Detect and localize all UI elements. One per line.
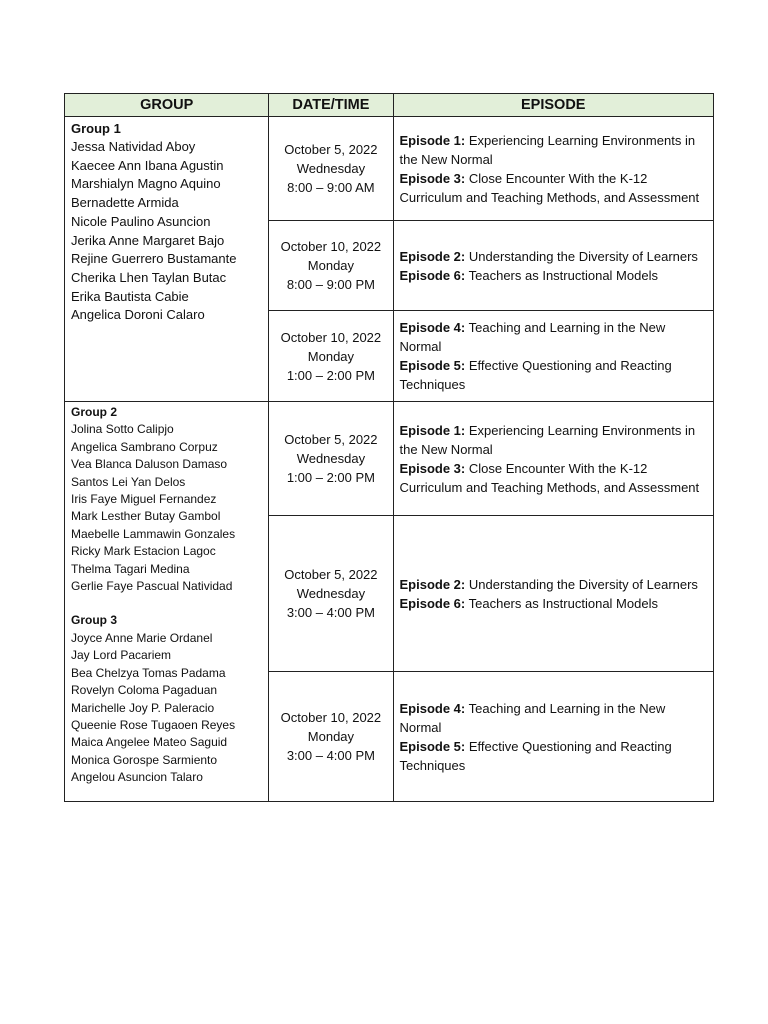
member-name: Bernadette Armida (71, 195, 179, 211)
member-name: Monica Gorospe Sarmiento (71, 752, 218, 767)
group2-members (71, 421, 262, 595)
episode-title: Teachers as Instructional Models (468, 595, 658, 611)
session-day: Wednesday (296, 451, 366, 466)
member-name: Bea Chelzya Tomas Padama (71, 665, 226, 680)
episode-entry (400, 247, 708, 266)
member-name: Angelica Doroni Calaro (71, 307, 205, 323)
episode-cell (393, 311, 714, 402)
episode-entry (400, 318, 708, 356)
episode-label: Episode 4: (399, 700, 466, 716)
episode-label: Episode 4: (399, 320, 466, 335)
member-name: Iris Faye Miguel Fernandez (71, 492, 217, 507)
group3-members (71, 630, 262, 787)
member-name: Jolina Sotto Calipjo (71, 422, 174, 437)
episode-title: Effective Questioning and Reacting Techniques (399, 738, 672, 773)
group1-cell (65, 117, 269, 402)
episode-title: Close Encounter With the K-12 Curriculum and Teaching Methods, and Assessment (399, 170, 700, 205)
episode-entry (400, 594, 708, 613)
session-date: October 5, 2022 (284, 432, 378, 447)
episode-entry (400, 266, 708, 285)
episode-cell (393, 402, 714, 516)
episode-cell (393, 516, 714, 672)
episode-label: Episode 5: (399, 738, 466, 754)
member-name: Maebelle Lammawin Gonzales (71, 526, 236, 541)
header-group: GROUP (65, 94, 269, 117)
session-day: Monday (307, 258, 355, 273)
groups23-cell (65, 402, 269, 802)
member-name: Rejine Guerrero Bustamante (71, 251, 237, 267)
episode-entry (400, 421, 708, 459)
session-time: 1:00 – 2:00 PM (286, 367, 375, 383)
session-date: October 5, 2022 (284, 567, 378, 582)
episode-label: Episode 6: (399, 267, 466, 283)
group2-title: Group 2 (71, 405, 118, 419)
session-time: 3:00 – 4:00 PM (286, 605, 375, 620)
episode-title: Teachers as Instructional Models (468, 267, 658, 283)
session-time: 8:00 – 9:00 PM (286, 277, 375, 292)
session-date: October 5, 2022 (284, 142, 378, 157)
episode-label: Episode 3: (399, 170, 466, 186)
member-name: Ricky Mark Estacion Lagoc (71, 544, 216, 559)
episode-label: Episode 2: (399, 248, 466, 264)
schedule-table (64, 93, 714, 802)
date-time-cell (269, 117, 393, 221)
member-name: Joyce Anne Marie Ordanel (71, 630, 213, 645)
date-time-cell (269, 311, 393, 402)
header-date-time: DATE/TIME (269, 94, 393, 117)
episode-cell (393, 221, 714, 311)
member-name: Marshialyn Magno Aquino (71, 176, 221, 192)
header-episode: EPISODE (393, 94, 714, 117)
header-row (65, 94, 714, 117)
episode-label: Episode 3: (399, 460, 466, 476)
session-time: 1:00 – 2:00 PM (286, 470, 375, 485)
episode-title: Experiencing Learning Environments in the New Normal (399, 422, 696, 457)
member-name: Queenie Rose Tugaoen Reyes (71, 717, 236, 732)
episode-label: Episode 2: (399, 576, 466, 592)
episode-label: Episode 1: (399, 132, 466, 148)
episode-entry (400, 169, 708, 207)
group1-title: Group 1 (71, 121, 121, 136)
member-name: Rovelyn Coloma Pagaduan (71, 683, 218, 698)
group3-title: Group 3 (71, 613, 118, 628)
episode-entry (400, 131, 708, 169)
date-time-cell (269, 672, 393, 802)
member-name: Nicole Paulino Asuncion (71, 213, 211, 229)
member-name: Thelma Tagari Medina (71, 561, 190, 576)
member-name: Marichelle Joy P. Paleracio (71, 700, 215, 715)
episode-label: Episode 1: (399, 422, 466, 438)
member-name: Jessa Natividad Aboy (71, 139, 196, 154)
session-time: 3:00 – 4:00 PM (286, 748, 375, 763)
member-name: Jay Lord Pacariem (71, 648, 172, 663)
session-day: Monday (307, 729, 355, 744)
episode-entry (400, 356, 708, 394)
episode-cell (393, 672, 714, 802)
member-name: Cherika Lhen Taylan Butac (71, 269, 227, 285)
episode-title: Close Encounter With the K-12 Curriculum and Teaching Methods, and Assessment (399, 460, 700, 495)
episode-entry (400, 699, 708, 737)
session-date: October 10, 2022 (280, 329, 382, 345)
member-name: Gerlie Faye Pascual Natividad (71, 579, 233, 594)
member-name: Maica Angelee Mateo Saguid (71, 735, 228, 750)
member-name: Vea Blanca Daluson Damaso (71, 457, 228, 472)
episode-title: Effective Questioning and Reacting Techniques (399, 358, 672, 392)
session-time: 8:00 – 9:00 AM (287, 180, 375, 195)
episode-title: Teaching and Learning in the New Normal (399, 700, 666, 735)
session-date: October 10, 2022 (280, 710, 382, 725)
session-day: Monday (307, 348, 355, 364)
session-day: Wednesday (296, 161, 366, 176)
session-day: Wednesday (296, 586, 366, 601)
group1-session-1-row (65, 117, 714, 221)
episode-title: Teaching and Learning in the New Normal (399, 320, 666, 354)
date-time-cell (269, 516, 393, 672)
episode-title: Understanding the Diversity of Learners (468, 248, 698, 264)
episode-label: Episode 5: (399, 358, 466, 373)
episode-title: Experiencing Learning Environments in the New Normal (399, 132, 696, 167)
episode-entry (400, 737, 708, 775)
session-date: October 10, 2022 (280, 239, 382, 254)
date-time-cell (269, 221, 393, 311)
member-name: Jerika Anne Margaret Bajo (71, 232, 225, 248)
member-name: Erika Bautista Cabie (71, 288, 189, 304)
member-name: Santos Lei Yan Delos (71, 474, 186, 489)
episode-entry (400, 459, 708, 497)
episode-cell (393, 117, 714, 221)
group1-members (71, 138, 262, 325)
member-name: Angelica Sambrano Corpuz (71, 439, 218, 454)
member-name: Angelou Asuncion Talaro (71, 770, 203, 785)
member-name: Kaecee Ann Ibana Agustin (71, 157, 224, 173)
date-time-cell (269, 402, 393, 516)
episode-entry (400, 575, 708, 594)
member-name: Mark Lesther Butay Gambol (71, 509, 221, 524)
groups23-session-1-row (65, 402, 714, 516)
episode-label: Episode 6: (399, 595, 466, 611)
episode-title: Understanding the Diversity of Learners (468, 576, 698, 592)
